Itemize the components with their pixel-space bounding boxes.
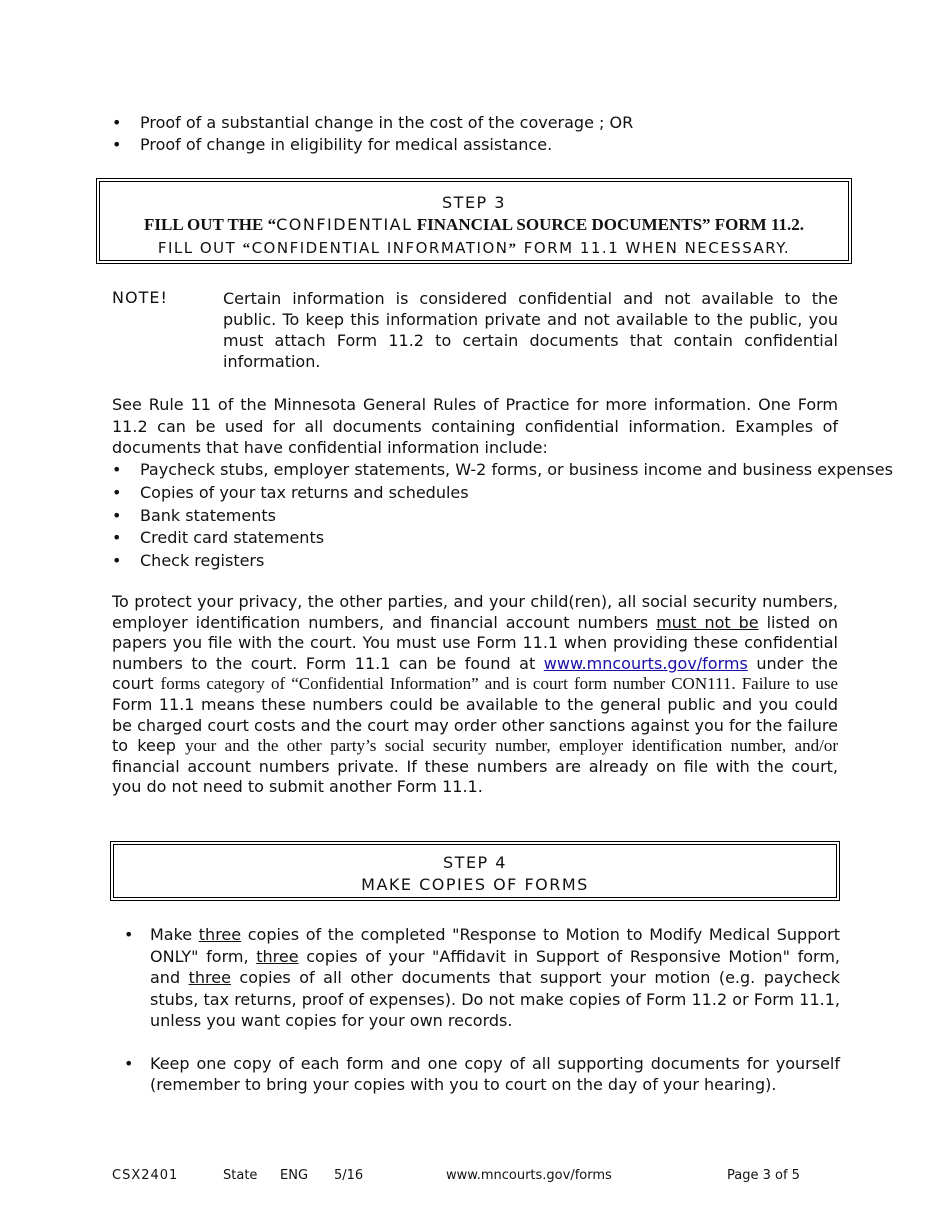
confidential-docs-list [110,459,893,573]
list-item: • Make three copies of the completed "Response to Motion to Modify Medical Support ONLY" form, three copies of your "Affidavit in Support of Responsive Motion" form, and three copies of all other documents that support your motion (e.g. paycheck stubs, tax returns, proof of expenses). Do not make copies of Form 11.2 or Form 11.1, unless you want copies for your own records. [124,924,840,1032]
rule11-paragraph: See Rule 11 of the Minnesota General Rules of Practice for more information. One Form 11.2 can be used for all documents containing confidential information. Examples of documents that have confidential information include: [112,395,838,457]
footer-language: ENG [280,1168,309,1183]
top-bullet-list [110,112,633,156]
list-item: • Keep one copy of each form and one copy of all supporting documents for yourself (remember to bring your copies with you to court on the day of your hearing). [124,1053,840,1096]
note-text: Certain information is considered confidential and not available to the public. To keep this information private and not available to the public, you must attach Form 11.2 to certain documents that contain confidential information. [223,289,838,371]
list-item: • Proof of change in eligibility for medical assistance. [110,134,633,156]
privacy-paragraph: To protect your privacy, the other parties, and your child(ren), all social security numbers, employer identification numbers, and financial account numbers must not be listed on papers you file with the court. You must use Form 11.1 when providing these confidential numbers to the court. Form 11.1 can be found at www.mncourts.gov/forms under the court forms category of “Confidential Information” and is court form number CON111. Failure to use Form 11.1 means these numbers could be available to the general public and you could be charged court costs and the court may order other sanctions against you for the failure to keep your and the other party’s social security number, employer identification number, and/or financial account numbers private. If these numbers are already on file with the court, you do not need to submit another Form 11.1. [112,592,839,797]
step3-instruction-form-11-1: FILL OUT “CONFIDENTIAL INFORMATION” FORM 11.1 WHEN NECESSARY. [157,239,791,257]
note-label: NOTE! [112,288,168,307]
step3-label: STEP 3 [442,193,506,212]
list-item: • Check registers [110,550,893,573]
step3-box [96,178,852,264]
mncourts-forms-link[interactable]: www.mncourts.gov/forms [543,653,748,673]
footer-date: 5/16 [334,1168,364,1183]
step4-box [110,841,840,901]
footer-url: www.mncourts.gov/forms [446,1168,612,1183]
list-item: • Copies of your tax returns and schedules [110,482,893,505]
footer-page-number: Page 3 of 5 [727,1168,800,1183]
step3-instruction-form-11-2: FILL OUT THE “CONFIDENTIAL FINANCIAL SOURCE DOCUMENTS” FORM 11.2. [143,215,805,234]
copies-list [124,924,840,1117]
list-item: • Credit card statements [110,527,893,550]
step4-label: STEP 4 [443,853,507,872]
step4-title: MAKE COPIES OF FORMS [361,875,589,894]
list-item: • Paycheck stubs, employer statements, W-2 forms, or business income and business expenses [110,459,893,482]
footer-form-code: CSX2401 [112,1168,179,1183]
list-item: • Bank statements [110,505,893,528]
list-item: • Proof of a substantial change in the cost of the coverage ; OR [110,112,633,134]
must-not-be-emphasis: must not be [656,612,759,632]
footer-state: State [223,1168,258,1183]
